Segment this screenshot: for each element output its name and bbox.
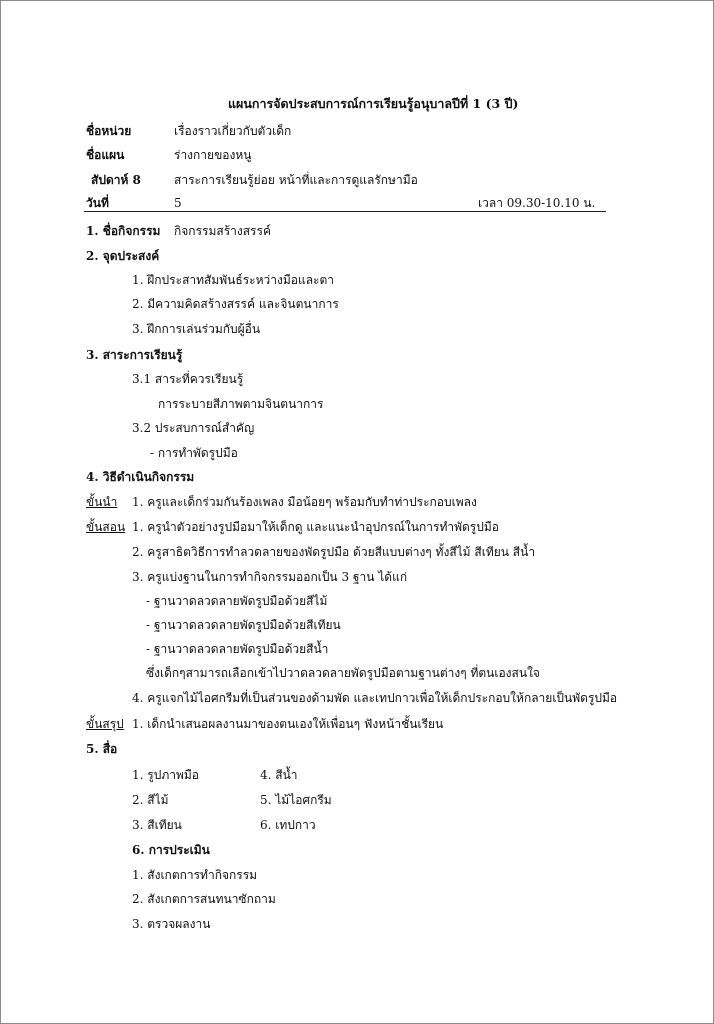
evaluation-item: 3. ตรวจผลงาน (132, 917, 211, 931)
plan-label: ชื่อแผน (86, 148, 125, 162)
section3-sub1-text: การระบายสีภาพตามจินตนาการ (158, 397, 324, 411)
media-item: 5. ไม้ไอศกรีม (260, 793, 332, 807)
header-divider (84, 211, 606, 212)
page-title: แผนการจัดประสบการณ์การเรียนรู้อนุบาลปีที่ 1 (3 ปี) (228, 96, 519, 111)
main-step: 4. ครูแจกไม้ไอศกรีมที่เป็นส่วนของด้ามพัด และเทปกาวเพื่อให้เด็กประกอบให้กลายเป็นพัดรูปมือ (132, 691, 618, 705)
section5-heading: 5. สื่อ (86, 742, 118, 756)
evaluation-item: 2. สังเกตการสนทนาซักถาม (132, 892, 276, 906)
day-value: 5 (174, 196, 182, 210)
summary-label: ขั้นสรุป (86, 717, 124, 731)
objective-item: 1. ฝึกประสาทสัมพันธ์ระหว่างมือและตา (132, 273, 335, 287)
main-step: 2. ครูสาธิตวิธีการทำลวดลายของพัดรูปมือ ด้วยสีแบบต่างๆ ทั้งสีไม้ สีเทียน สีน้ำ (132, 545, 536, 559)
media-item: 2. สีไม้ (132, 793, 169, 807)
station-note: ซึ่งเด็กๆสามารถเลือกเข้าไปวาดลวดลายพัดรูปมือตามฐานต่างๆ ที่ตนเองสนใจ (146, 666, 540, 680)
section3-sub2-title: 3.2 ประสบการณ์สำคัญ (132, 421, 255, 435)
media-item: 6. เทปกาว (260, 818, 316, 832)
intro-label: ขั้นนำ (86, 495, 118, 509)
day-label: วันที่ (86, 196, 109, 210)
objective-item: 3. ฝึกการเล่นร่วมกับผู้อื่น (132, 322, 261, 336)
summary-text: 1. เด็กนำเสนอผลงานมาของตนเองให้เพื่อนๆ ฟังหน้าชั้นเรียน (132, 717, 444, 731)
intro-text: 1. ครูและเด็กร่วมกันร้องเพลง มือน้อยๆ พร้อมกับทำท่าประกอบเพลง (132, 495, 477, 509)
week-value: สาระการเรียนรู้ย่อย หน้าที่และการดูแลรักษามือ (174, 173, 418, 187)
main-label: ขั้นสอน (86, 520, 126, 534)
section3-sub1-title: 3.1 สาระที่ควรเรียนรู้ (132, 372, 244, 386)
evaluation-item: 1. สังเกตการทำกิจกรรม (132, 868, 258, 882)
section1-value: กิจกรรมสร้างสรรค์ (174, 224, 271, 238)
section4-heading: 4. วิธีดำเนินกิจกรรม (86, 470, 195, 484)
station-item: - ฐานวาดลวดลายพัดรูปมือด้วยสีไม้ (146, 594, 328, 608)
media-item: 4. สีน้ำ (260, 768, 298, 782)
time-text: เวลา 09.30-10.10 น. (478, 196, 596, 210)
plan-value: ร่างกายของหนู (174, 148, 252, 162)
week-label: สัปดาห์ 8 (91, 173, 141, 187)
section2-heading: 2. จุดประสงค์ (86, 249, 160, 263)
section3-sub2-text: - การทำพัดรูปมือ (150, 446, 238, 460)
unit-label: ชื่อหน่วย (86, 124, 132, 138)
section1-heading: 1. ชื่อกิจกรรม (86, 224, 161, 238)
section3-heading: 3. สาระการเรียนรู้ (86, 348, 183, 362)
main-step: 1. ครูนำตัวอย่างรูปมือมาให้เด็กดู และแนะนำอุปกรณ์ในการทำพัดรูปมือ (132, 520, 499, 534)
station-item: - ฐานวาดลวดลายพัดรูปมือด้วยสีน้ำ (146, 642, 329, 656)
section6-heading: 6. การประเมิน (132, 843, 210, 857)
media-item: 1. รูปภาพมือ (132, 768, 200, 782)
media-item: 3. สีเทียน (132, 818, 182, 832)
objective-item: 2. มีความคิดสร้างสรรค์ และจินตนาการ (132, 297, 339, 311)
unit-value: เรื่องราวเกี่ยวกับตัวเด็ก (174, 124, 292, 138)
station-item: - ฐานวาดลวดลายพัดรูปมือด้วยสีเทียน (146, 618, 341, 632)
main-step: 3. ครูแบ่งฐานในการทำกิจกรรมออกเป็น 3 ฐาน ได้แก่ (132, 570, 408, 584)
